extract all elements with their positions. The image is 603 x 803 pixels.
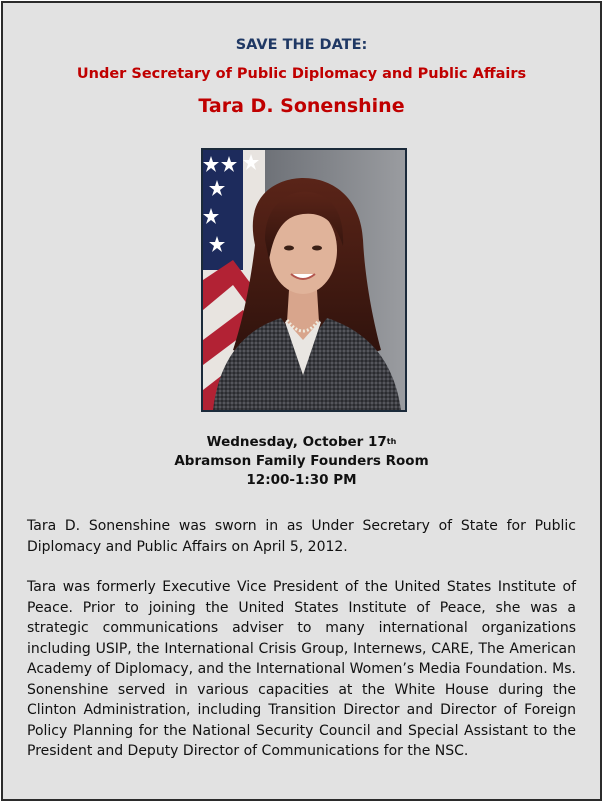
event-location: Abramson Family Founders Room: [174, 453, 429, 469]
event-time: 12:00-1:30 PM: [246, 472, 357, 488]
event-details: [3, 433, 600, 490]
event-flyer: [1, 1, 602, 801]
speaker-portrait: [201, 148, 407, 412]
bio-paragraph-1: Tara D. Sonenshine was sworn in as Under Secretary of State for Public Diplomacy and Public Affairs on April 5, 2012.: [27, 518, 576, 555]
bio-paragraph-2: Tara was formerly Executive Vice President of the United States Institute of Peace. Prior to joining the United States Institute of Peace, she was a strategic communications adviser to many international organizations including USIP, the International Crisis Group, Internews, CARE, The American Academy of Diplomacy, and the International Women’s Media Foundation. Ms. Sonenshine served in various capacities at the White House during the Clinton Administration, including Transition Director and Director of Foreign Policy Planning for the National Security Council and Special Assistant to the President and Deputy Director of Communications for the NSC.: [27, 579, 576, 759]
event-date-suffix: th: [386, 437, 397, 446]
speaker-name: Tara D. Sonenshine: [198, 95, 405, 117]
save-the-date-heading: SAVE THE DATE:: [235, 37, 368, 53]
portrait-photo-icon: [203, 150, 405, 410]
event-date-text: Wednesday, October 17: [206, 434, 387, 450]
speaker-title: Under Secretary of Public Diplomacy and Public Affairs: [76, 66, 527, 82]
event-date: [3, 433, 600, 452]
